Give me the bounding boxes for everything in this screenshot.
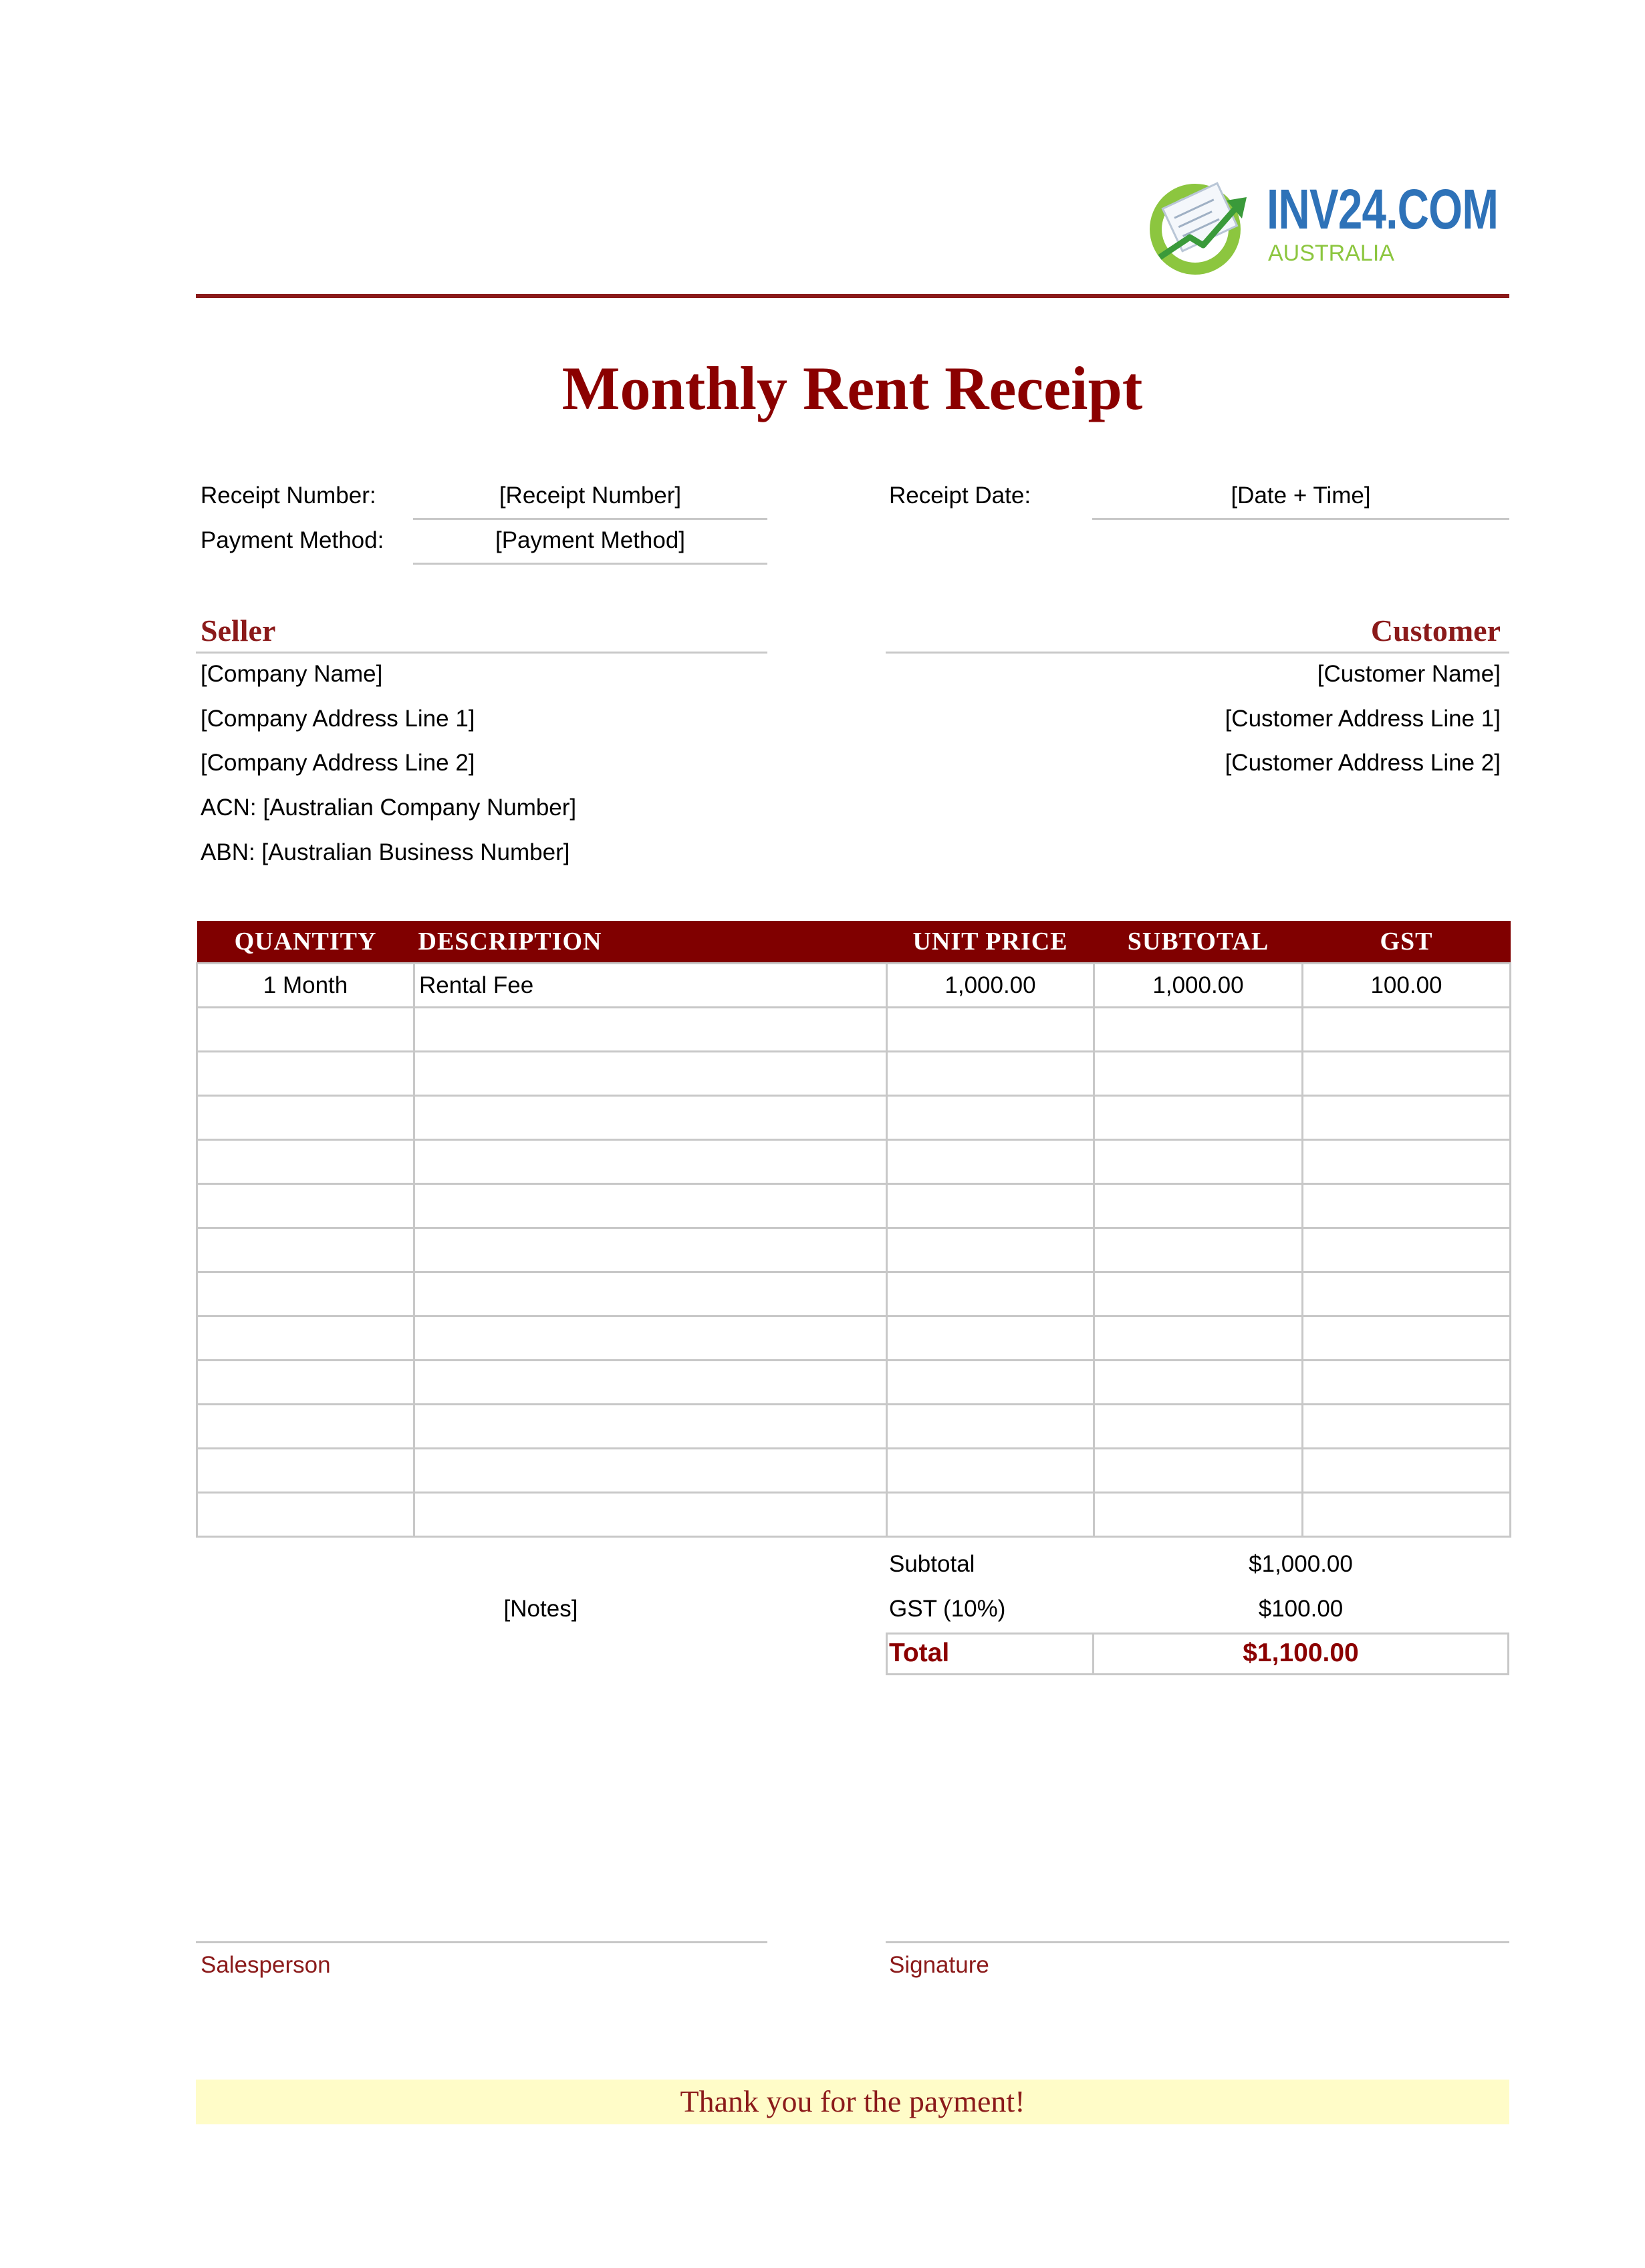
cell-quantity xyxy=(197,1316,414,1361)
cell-quantity xyxy=(197,1228,414,1272)
header-gst: GST xyxy=(1303,921,1511,964)
table-row xyxy=(197,1096,1511,1140)
table-row xyxy=(197,964,1511,1008)
table-row xyxy=(197,1493,1511,1537)
cell-unit-price xyxy=(887,1008,1094,1052)
cell-description xyxy=(414,1316,887,1361)
cell-unit-price xyxy=(887,1361,1094,1405)
cell-quantity xyxy=(197,1361,414,1405)
cell-unit-price xyxy=(887,1316,1094,1361)
cell-description xyxy=(414,1361,887,1405)
cell-subtotal xyxy=(1094,1184,1303,1228)
cell-quantity xyxy=(197,1184,414,1228)
receipt-number-underline xyxy=(413,518,767,520)
table-row xyxy=(197,1405,1511,1449)
cell-description: Rental Fee xyxy=(414,964,887,1008)
cell-description xyxy=(414,1272,887,1316)
seller-underline xyxy=(196,652,767,654)
total-label: Total xyxy=(889,1639,950,1667)
cell-description xyxy=(414,1096,887,1140)
receipt-date-label: Receipt Date: xyxy=(889,482,1031,509)
header-unit-price: UNIT PRICE xyxy=(887,921,1094,964)
cell-gst xyxy=(1303,1316,1511,1361)
table-row xyxy=(197,1316,1511,1361)
cell-gst xyxy=(1303,1008,1511,1052)
cell-unit-price xyxy=(887,1052,1094,1096)
receipt-date-underline xyxy=(1092,518,1509,520)
items-table xyxy=(196,921,1511,1538)
signature-line xyxy=(886,1941,1509,1943)
cell-subtotal xyxy=(1094,1449,1303,1493)
cell-gst xyxy=(1303,1493,1511,1537)
seller-company-name: [Company Name] xyxy=(201,661,383,687)
seller-acn: ACN: [Australian Company Number] xyxy=(201,795,577,821)
cell-unit-price: 1,000.00 xyxy=(887,964,1094,1008)
cell-unit-price xyxy=(887,1140,1094,1184)
cell-quantity xyxy=(197,1008,414,1052)
cell-subtotal xyxy=(1094,1140,1303,1184)
table-row xyxy=(197,1052,1511,1096)
cell-gst xyxy=(1303,1449,1511,1493)
cell-subtotal xyxy=(1094,1405,1303,1449)
cell-gst xyxy=(1303,1405,1511,1449)
payment-method-label: Payment Method: xyxy=(201,527,384,553)
top-divider xyxy=(196,294,1509,298)
cell-gst xyxy=(1303,1361,1511,1405)
table-row xyxy=(197,1228,1511,1272)
table-row xyxy=(197,1361,1511,1405)
cell-quantity xyxy=(197,1493,414,1537)
header-description: DESCRIPTION xyxy=(414,921,887,964)
cell-unit-price xyxy=(887,1449,1094,1493)
cell-subtotal xyxy=(1094,1316,1303,1361)
cell-subtotal xyxy=(1094,1493,1303,1537)
gst-value: $100.00 xyxy=(1258,1596,1344,1622)
customer-underline xyxy=(886,652,1509,654)
page-title: Monthly Rent Receipt xyxy=(561,354,1143,422)
cell-unit-price xyxy=(887,1493,1094,1537)
cell-quantity xyxy=(197,1272,414,1316)
cell-quantity xyxy=(197,1096,414,1140)
seller-heading: Seller xyxy=(201,613,276,648)
header-quantity: QUANTITY xyxy=(197,921,414,964)
logo-brand-text: INV24.COM xyxy=(1267,178,1499,241)
cell-unit-price xyxy=(887,1228,1094,1272)
cell-gst: 100.00 xyxy=(1303,964,1511,1008)
cell-quantity xyxy=(197,1140,414,1184)
cell-quantity xyxy=(197,1449,414,1493)
cell-subtotal xyxy=(1094,1228,1303,1272)
customer-address-line-2: [Customer Address Line 2] xyxy=(1225,750,1501,776)
customer-heading: Customer xyxy=(1370,613,1501,648)
payment-method-underline xyxy=(413,563,767,565)
cell-quantity xyxy=(197,1405,414,1449)
header-subtotal: SUBTOTAL xyxy=(1094,921,1303,964)
cell-description xyxy=(414,1405,887,1449)
table-header-row xyxy=(197,921,1511,964)
cell-unit-price xyxy=(887,1272,1094,1316)
cell-description xyxy=(414,1008,887,1052)
seller-address-line-1: [Company Address Line 1] xyxy=(201,706,475,732)
cell-subtotal xyxy=(1094,1361,1303,1405)
cell-gst xyxy=(1303,1052,1511,1096)
cell-description xyxy=(414,1228,887,1272)
receipt-date-value: [Date + Time] xyxy=(1231,482,1371,509)
cell-description xyxy=(414,1052,887,1096)
cell-subtotal xyxy=(1094,1272,1303,1316)
cell-gst xyxy=(1303,1228,1511,1272)
notes: [Notes] xyxy=(503,1596,578,1622)
salesperson-line xyxy=(196,1941,767,1943)
seller-abn: ABN: [Australian Business Number] xyxy=(201,839,570,865)
gst-label: GST (10%) xyxy=(889,1596,1006,1622)
cell-quantity: 1 Month xyxy=(197,964,414,1008)
table-row xyxy=(197,1184,1511,1228)
cell-gst xyxy=(1303,1272,1511,1316)
cell-subtotal xyxy=(1094,1008,1303,1052)
growth-chart-icon xyxy=(1136,170,1263,277)
signature-label: Signature xyxy=(889,1952,989,1978)
cell-quantity xyxy=(197,1052,414,1096)
subtotal-value: $1,000.00 xyxy=(1249,1551,1353,1577)
table-row xyxy=(197,1140,1511,1184)
receipt-number-value: [Receipt Number] xyxy=(499,482,682,509)
payment-method-value: [Payment Method] xyxy=(495,527,686,553)
footer-thanks: Thank you for the payment! xyxy=(680,2084,1025,2118)
cell-subtotal xyxy=(1094,1096,1303,1140)
cell-subtotal xyxy=(1094,1052,1303,1096)
cell-description xyxy=(414,1449,887,1493)
cell-description xyxy=(414,1184,887,1228)
cell-subtotal: 1,000.00 xyxy=(1094,964,1303,1008)
cell-gst xyxy=(1303,1140,1511,1184)
cell-unit-price xyxy=(887,1096,1094,1140)
logo-sub-text: AUSTRALIA xyxy=(1268,241,1394,266)
receipt-number-label: Receipt Number: xyxy=(201,482,376,509)
table-row xyxy=(197,1449,1511,1493)
table-row xyxy=(197,1272,1511,1316)
salesperson-label: Salesperson xyxy=(201,1952,331,1978)
total-value: $1,100.00 xyxy=(1243,1639,1359,1667)
customer-address-line-1: [Customer Address Line 1] xyxy=(1225,706,1501,732)
cell-gst xyxy=(1303,1096,1511,1140)
subtotal-label: Subtotal xyxy=(889,1551,975,1577)
table-row xyxy=(197,1008,1511,1052)
cell-description xyxy=(414,1493,887,1537)
cell-description xyxy=(414,1140,887,1184)
seller-address-line-2: [Company Address Line 2] xyxy=(201,750,475,776)
customer-name: [Customer Name] xyxy=(1317,661,1501,687)
cell-unit-price xyxy=(887,1184,1094,1228)
cell-unit-price xyxy=(887,1405,1094,1449)
cell-gst xyxy=(1303,1184,1511,1228)
